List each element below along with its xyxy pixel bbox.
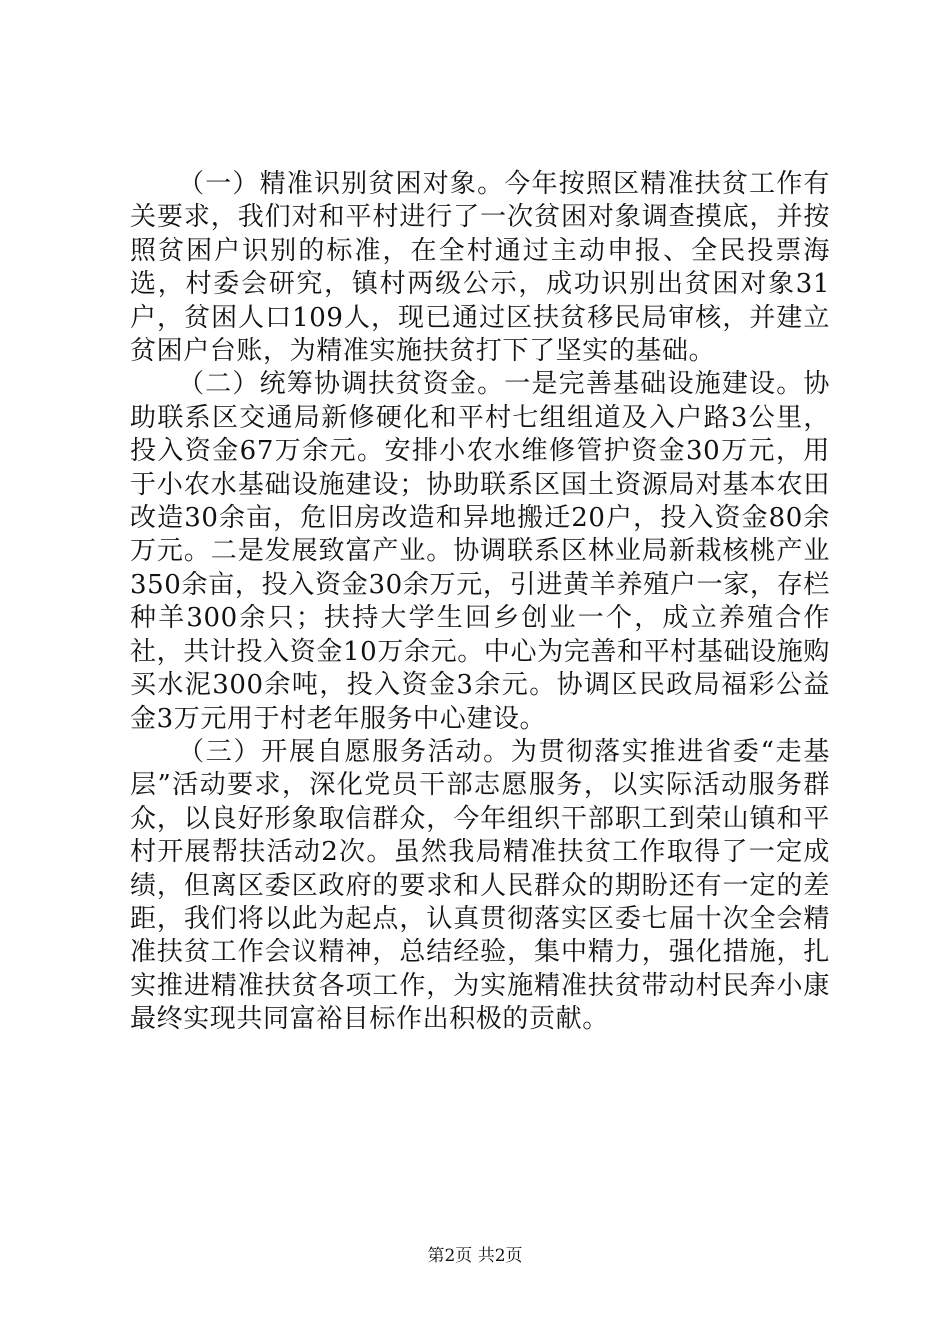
document-body	[130, 168, 830, 1037]
paragraph-3: （三）开展自愿服务活动。为贯彻落实推进省委“走基层”活动要求，深化党员干部志愿服务，以实际活动服务群众，以良好形象取信群众，今年组织干部职工到荣山镇和平村开展帮扶活动2次。虽然我局精准扶贫工作取得了一定成绩，但离区委区政府的要求和人民群众的期盼还有一定的差距，我们将以此为起点，认真贯彻落实区委七届十次全会精准扶贫工作会议精神，总结经验，集中精力，强化措施，扎实推进精准扶贫各项工作，为实施精准扶贫带动村民奔小康最终实现共同富裕目标作出积极的贡献。	[130, 736, 830, 1035]
paragraph-1: （一）精准识别贫困对象。今年按照区精准扶贫工作有关要求，我们对和平村进行了一次贫困对象调查摸底，并按照贫困户识别的标准，在全村通过主动申报、全民投票海选，村委会研究，镇村两级公示，成功识别出贫困对象31户，贫困人口109人，现已通过区扶贫移民局审核，并建立贫困户台账，为精准实施扶贫打下了坚实的基础。	[130, 169, 830, 367]
paragraph-2: （二）统筹协调扶贫资金。一是完善基础设施建设。协助联系区交通局新修硬化和平村七组组道及入户路3公里，投入资金67万余元。安排小农水维修管护资金30万元，用于小农水基础设施建设；协助联系区国土资源局对基本农田改造30余亩，危旧房改造和异地搬迁20户，投入资金80余万元。二是发展致富产业。协调联系区林业局新栽核桃产业350余亩，投入资金30余万元，引进黄羊养殖户一家，存栏种羊300余只；扶持大学生回乡创业一个，成立养殖合作社，共计投入资金10万余元。中心为完善和平村基础设施购买水泥300余吨，投入资金3余元。协调区民政局福彩公益金3万元用于村老年服务中心建设。	[130, 369, 830, 734]
page-footer: 第2页 共2页	[427, 1246, 523, 1266]
